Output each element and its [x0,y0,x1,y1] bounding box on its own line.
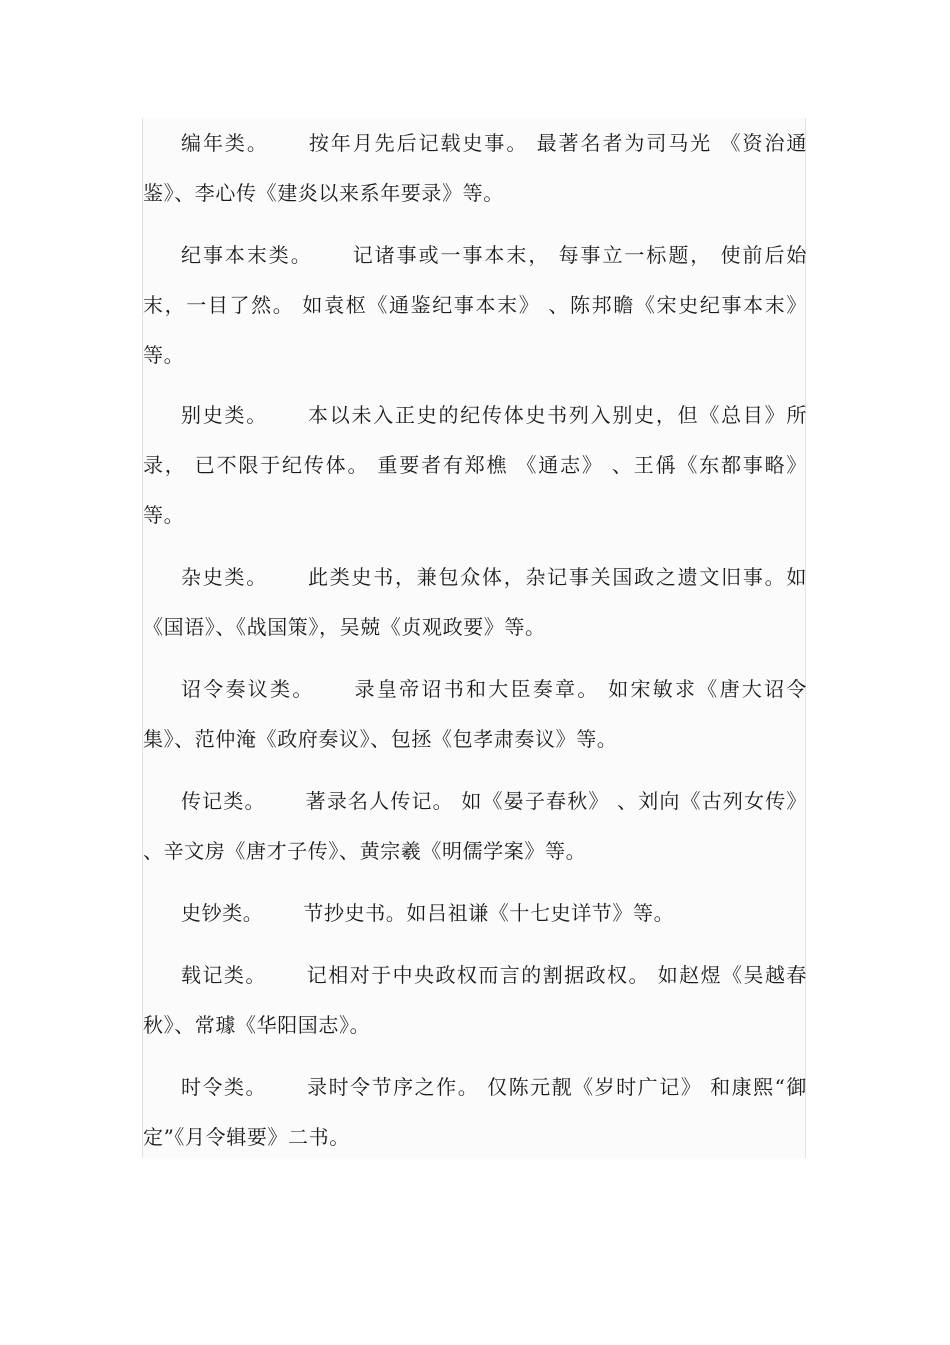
paragraph-text: 节抄史书。如吕祖谦《十七史详节》等。 [303,901,675,925]
paragraph-label: 编年类。 [181,131,269,155]
paragraph-label: 杂史类。 [181,565,268,589]
paragraph-biannian [143,118,807,218]
paragraph-text: 按年月先后记载史事。 最著名者为司马光 《资治通鉴》、李心传《建炎以来系年要录》等。 [143,131,807,205]
paragraph-label: 史钞类。 [181,901,264,925]
paragraph-shiling [143,1062,807,1162]
paragraph-bieshi [143,390,807,540]
paragraph-zhuanji [143,776,807,876]
paragraph-jishibenmo [143,230,807,380]
paragraph-label: 时令类。 [181,1075,268,1099]
paragraph-text: 记相对于中央政权而言的割据政权。 如赵煜《吴越春秋》、常璩《华阳国志》。 [143,963,807,1037]
paragraph-shichao [143,888,807,938]
paragraph-text: 记诸事或一事本末， 每事立一标题， 使前后始末，一目了然。 如袁枢《通鉴纪事本末》 、陈邦瞻《宋史纪事本末》等。 [143,243,807,367]
paragraph-text: 此类史书，兼包众体，杂记事关国政之遗文旧事。如《国语》、《战国策》，吴兢《贞观政要》等。 [143,565,807,639]
paragraph-zaiji [143,950,807,1050]
paragraph-label: 诏令奏议类。 [181,677,315,701]
paragraph-label: 传记类。 [181,789,266,813]
paragraph-text: 本以未入正史的纪传体史书列入别史，但《总目》所录， 已不限于纪传体。 重要者有郑樵 《通志》 、王偁《东都事略》等。 [143,403,807,527]
paragraph-label: 别史类。 [181,403,268,427]
paragraph-text: 著录名人传记。 如《晏子春秋》 、刘向《古列女传》 、辛文房《唐才子传》、黄宗羲《明儒学案》等。 [143,789,807,863]
paragraph-text: 录皇帝诏书和大臣奏章。 如宋敏求《唐大诏令集》、范仲淹《政府奏议》、包拯《包孝肃奏议》等。 [143,677,807,751]
paragraph-label: 纪事本末类。 [181,243,313,267]
document-body [142,118,806,1158]
paragraph-zashi [143,552,807,652]
paragraph-label: 载记类。 [181,963,267,987]
paragraph-zhaolingzouyi [143,664,807,764]
paragraph-text: 录时令节序之作。 仅陈元靓《岁时广记》 和康熙“御定”《月令辑要》二书。 [143,1075,807,1149]
